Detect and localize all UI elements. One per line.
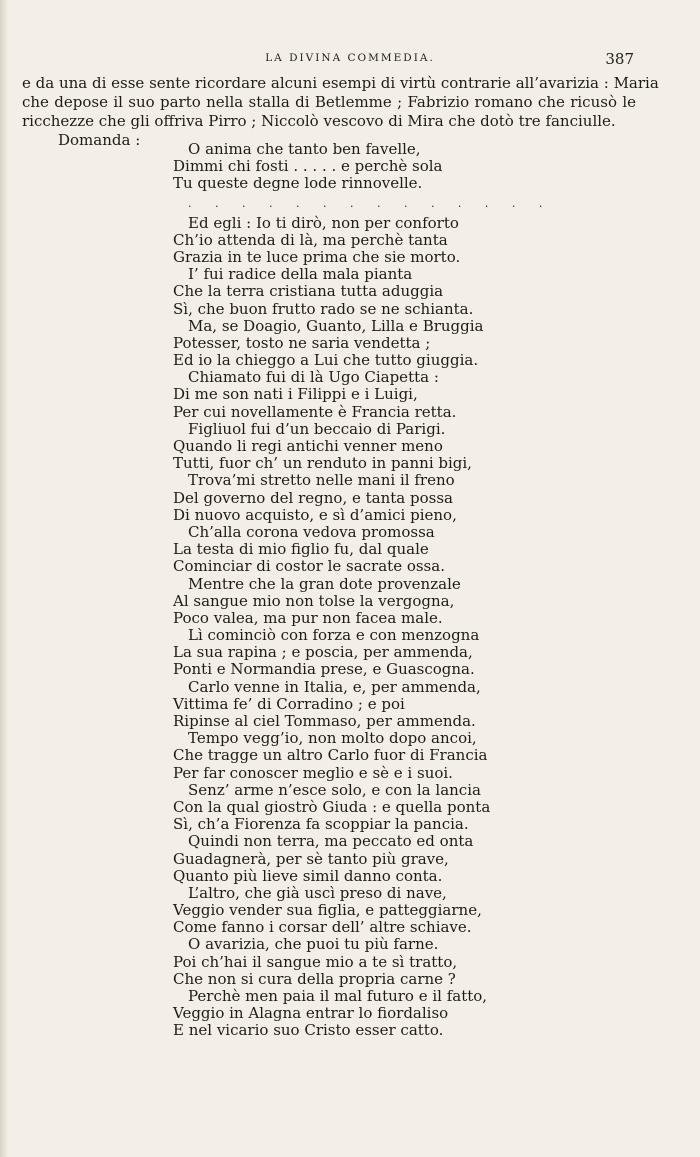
- verse-line: La sua rapina ; e poscia, per ammenda,: [173, 643, 473, 662]
- verse-line: E nel vicario suo Cristo esser catto.: [173, 1021, 444, 1040]
- verse-line: Ripinse al ciel Tommaso, per ammenda.: [173, 712, 476, 730]
- verse-line: Poco valea, ma pur non facea male.: [173, 608, 443, 627]
- prose-line: ricchezze che gli offriva Pirro ; Niccolò vescovo di Mira che dotò tre fanciulle.: [22, 112, 616, 130]
- verse-line: Ch’io attenda di là, ma perchè tanta: [173, 230, 448, 249]
- prose-line: e da una di esse sente ricordare alcuni esempi di virtù contrarie all’avarizia : Maria: [22, 74, 659, 92]
- verse-line: Di me son nati i Filippi e i Luigi,: [173, 385, 418, 404]
- verse-line: Ed egli : Io ti dirò, non per conforto: [188, 213, 459, 232]
- verse-line: Grazia in te luce prima che sie morto.: [173, 247, 461, 266]
- verse-line: Che la terra cristiana tutta aduggia: [173, 282, 444, 301]
- verse-line: Guadagnerà, per sè tanto più grave,: [173, 849, 449, 868]
- page-number: 387: [605, 50, 634, 68]
- poem-stanza-before: [173, 141, 653, 193]
- verse-line: Quindi non terra, ma peccato ed onta: [188, 832, 474, 851]
- verse-line: Tutti, fuor ch’ un renduto in panni bigi,: [173, 454, 472, 473]
- verse-line: Potesser, tosto ne saria vendetta ;: [173, 333, 431, 352]
- verse-line: Figliuol fui d’un beccaio di Parigi.: [188, 419, 446, 438]
- verse-line: O avarizia, che puoi tu più farne.: [188, 935, 439, 954]
- verse-line: Mentre che la gran dote provenzale: [188, 574, 461, 593]
- verse-line: La testa di mio figlio fu, dal quale: [173, 540, 429, 559]
- verse-line: Dimmi chi fosti . . . . . e perchè sola: [173, 157, 443, 176]
- verse-line: Chiamato fui di là Ugo Ciapetta :: [188, 368, 439, 387]
- verse-line: Sì, ch’a Fiorenza fa scoppiar la pancia.: [173, 815, 469, 834]
- verse-line: Lì cominciò con forza e con menzogna: [188, 626, 480, 645]
- verse-line: Tu queste degne lode rinnovelle.: [173, 174, 423, 193]
- verse-line: Veggio in Alagna entrar lo fiordaliso: [173, 1004, 449, 1023]
- verse-line: Con la qual giostrò Giuda : e quella ponta: [173, 797, 491, 816]
- verse-line: Trova’mi stretto nelle mani il freno: [188, 471, 455, 490]
- running-title: LA DIVINA COMMEDIA.: [265, 52, 435, 64]
- verse-line: Quando li regi antichi venner meno: [173, 437, 443, 455]
- verse-line: Quanto più lieve simil danno conta.: [173, 866, 443, 885]
- verse-line: Sì, che buon frutto rado se ne schianta.: [173, 299, 474, 318]
- verse-line: Che tragge un altro Carlo fuor di Francia: [173, 746, 488, 765]
- verse-line: Come fanno i corsar dell’ altre schiave.: [173, 918, 472, 937]
- ellipsis-row: . . . . . . . . . . . . . .: [188, 196, 553, 210]
- page-edge: [0, 0, 8, 1157]
- verse-line: Veggio vender sua figlia, e patteggiarne,: [173, 901, 482, 920]
- verse-line: L’altro, che già uscì preso di nave,: [188, 883, 447, 902]
- verse-line: Ch’alla corona vedova promossa: [188, 522, 435, 541]
- verse-line: Poi ch’hai il sangue mio a te sì tratto,: [173, 952, 458, 971]
- verse-line: Ponti e Normandia prese, e Guascogna.: [173, 660, 475, 679]
- verse-line: Senz’ arme n’esce solo, e con la lancia: [188, 780, 481, 799]
- verse-line: Tempo vegg’io, non molto dopo ancoi,: [188, 729, 477, 748]
- verse-line: Per cui novellamente è Francia retta.: [173, 402, 457, 421]
- prose-paragraph: [22, 74, 659, 150]
- verse-line: Per far conoscer meglio e sè e i suoi.: [173, 763, 453, 782]
- prose-line: che depose il suo parto nella stalla di Betlemme ; Fabrizio romano che ricusò le: [22, 93, 636, 111]
- verse-line: Ma, se Doagio, Guanto, Lilla e Bruggia: [188, 316, 484, 335]
- verse-line: Perchè men paia il mal futuro e il fatto,: [188, 987, 488, 1005]
- verse-line: Carlo venne in Italia, e, per ammenda,: [188, 677, 481, 696]
- running-head: [0, 50, 700, 70]
- domanda-label: Domanda :: [58, 131, 141, 149]
- verse-line: Di nuovo acquisto, e sì d’amici pieno,: [173, 505, 457, 524]
- verse-line: O anima che tanto ben favelle,: [188, 140, 421, 158]
- verse-line: Cominciar di costor le sacrate ossa.: [173, 557, 445, 576]
- verse-line: Del governo del regno, e tanta possa: [173, 488, 453, 507]
- verse-line: Ed io la chieggo a Lui che tutto giuggia.: [173, 351, 479, 370]
- verse-line: Che non si cura della propria carne ?: [173, 969, 456, 988]
- verse-line: Al sangue mio non tolse la vergogna,: [173, 591, 455, 610]
- verse-line: I’ fui radice della mala pianta: [188, 265, 413, 284]
- poem-stanza-after: [173, 215, 653, 1040]
- poem-block: [173, 141, 653, 1040]
- verse-line: Vittima fe’ di Corradino ; e poi: [173, 694, 405, 713]
